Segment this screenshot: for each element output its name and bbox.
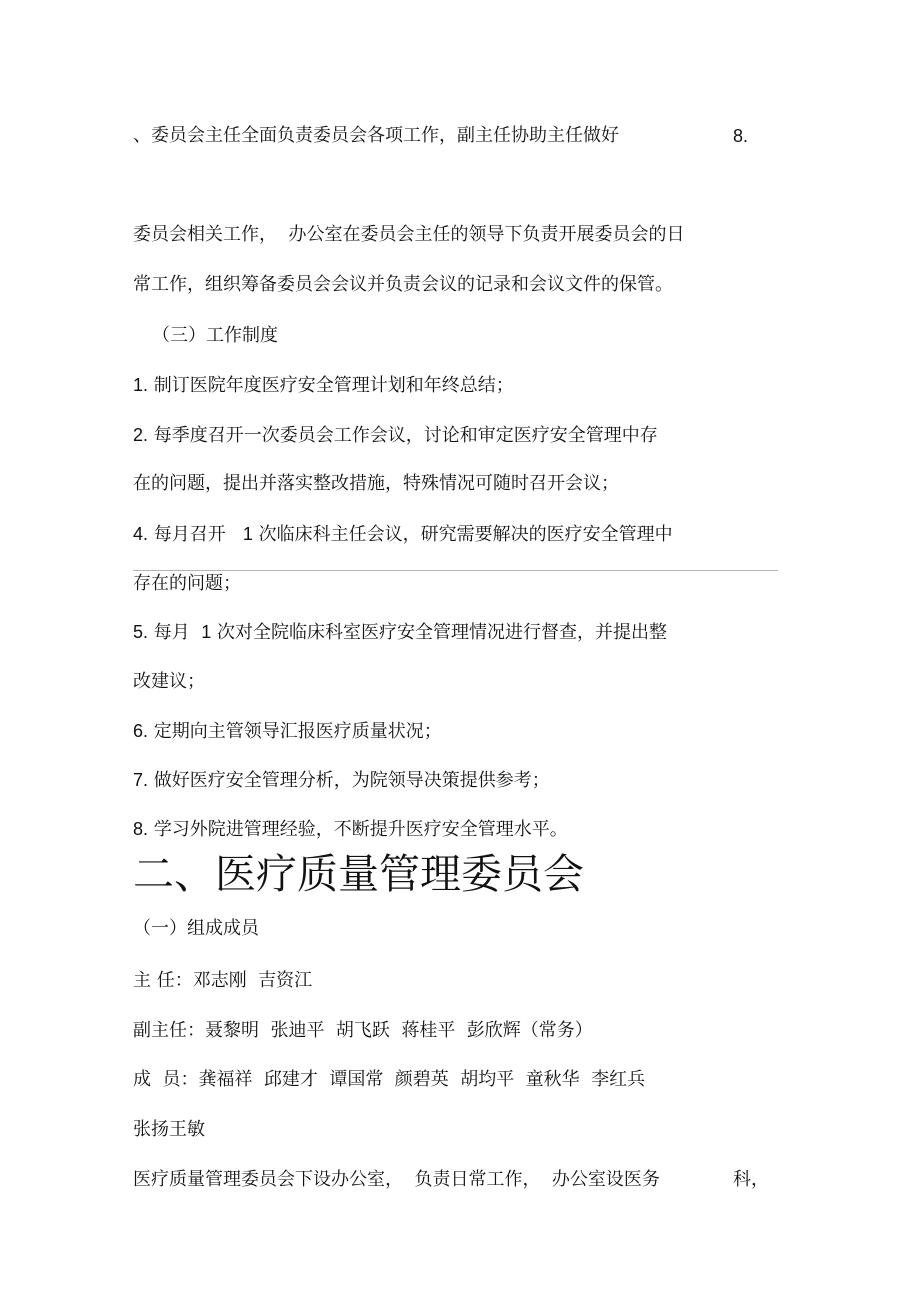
list-item-4-text-b: 次临床科主任会议，研究需要解决的医疗安全管理中 [258, 524, 673, 545]
members-line: 成 员：龚福祥 邱建才 谭国常 颜碧英 胡均平 童秋华 李红兵 [133, 1069, 646, 1090]
list-item-5-inline-number: 1 [201, 622, 212, 642]
list-item-6-number: 6. [133, 721, 149, 741]
list-item-6-text: 定期向主管领导汇报医疗质量状况； [153, 721, 442, 742]
paragraph-line-1-trailing-number: 8. [733, 126, 749, 146]
office-line: 医疗质量管理委员会下设办公室， 负责日常工作， 办公室设医务 [133, 1169, 660, 1190]
list-item-1-text: 制订医院年度医疗安全管理计划和年终总结； [153, 375, 514, 396]
section-title-members: （一）组成成员 [133, 918, 259, 939]
list-item-8 [133, 817, 568, 842]
list-item-2 [133, 423, 658, 448]
list-item-7-number: 7. [133, 770, 149, 790]
section-heading-medical-quality-committee: 二、医疗质量管理委员会 [133, 850, 584, 898]
list-item-2-number: 2. [133, 425, 149, 445]
list-item-4-number: 4. [133, 524, 149, 544]
list-item-6 [133, 719, 442, 744]
list-item-5-number: 5. [133, 622, 149, 642]
list-item-4 [133, 522, 673, 547]
list-item-8-number: 8. [133, 819, 149, 839]
list-item-4-inline-number: 1 [242, 524, 253, 544]
paragraph-line-1-text: 、委员会主任全面负责委员会各项工作，副主任协助主任做好 [133, 125, 619, 146]
members-continuation: 张扬王敏 [133, 1119, 205, 1140]
list-item-5-continuation: 改建议； [133, 671, 205, 692]
list-item-4-text-a: 每月召开 [153, 524, 226, 545]
list-item-7 [133, 768, 550, 793]
deputy-director-line: 副主任：聂黎明 张迪平 胡飞跃 蒋桂平 彭欣辉（常务） [133, 1020, 593, 1041]
horizontal-divider [133, 570, 778, 571]
list-item-5-text-b: 次对全院临床科室医疗安全管理情况进行督查，并提出整 [216, 622, 667, 643]
paragraph-line-3: 常工作，组织筹备委员会会议并负责会议的记录和会议文件的保管。 [133, 274, 673, 295]
paragraph-line-1 [133, 124, 619, 148]
list-item-2-continuation: 在的问题，提出并落实整改措施，特殊情况可随时召开会议； [133, 473, 619, 494]
list-item-4-continuation: 存在的问题； [133, 573, 241, 594]
list-item-5-text-a: 每月 [153, 622, 190, 643]
list-item-1-number: 1. [133, 375, 149, 395]
section-title-work-system: （三）工作制度 [152, 325, 278, 346]
list-item-5 [133, 620, 667, 645]
paragraph-line-2: 委员会相关工作， 办公室在委员会主任的领导下负责开展委员会的日 [133, 224, 685, 245]
list-item-1 [133, 373, 514, 398]
list-item-8-text: 学习外院进管理经验，不断提升医疗安全管理水平。 [153, 819, 568, 840]
list-item-7-text: 做好医疗安全管理分析，为院领导决策提供参考； [153, 770, 550, 791]
office-line-trailing: 科， [733, 1169, 769, 1190]
director-line: 主 任：邓志刚 吉资江 [133, 970, 313, 991]
list-item-2-text: 每季度召开一次委员会工作会议，讨论和审定医疗安全管理中存 [153, 425, 658, 446]
